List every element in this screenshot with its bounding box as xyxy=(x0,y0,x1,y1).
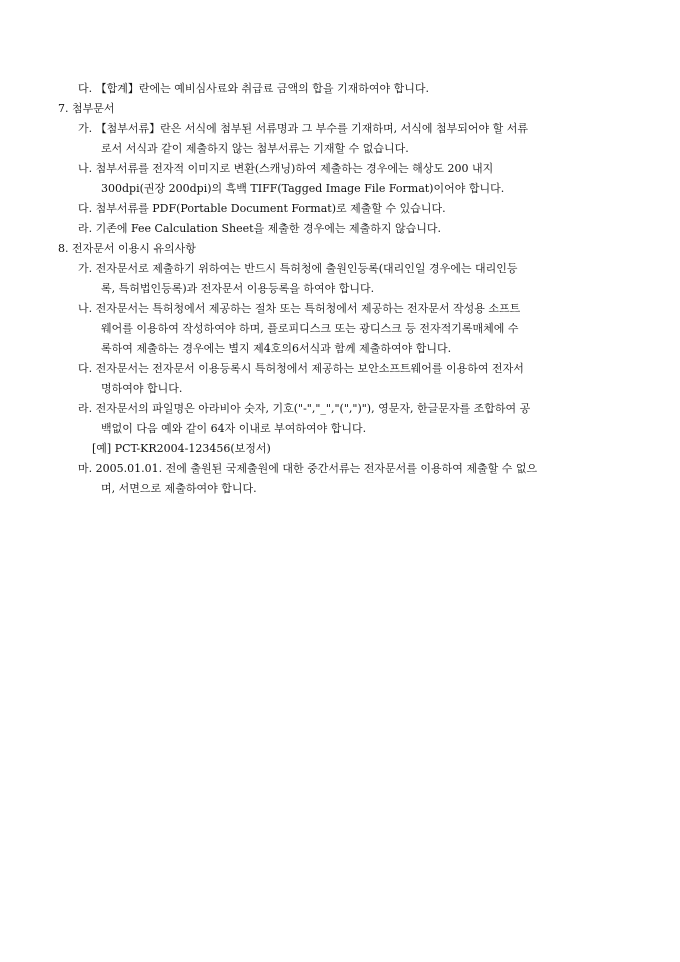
text-line: 웨어를 이용하여 작성하여야 하며, 플로피디스크 또는 광디스크 등 전자적기록매체에 수 xyxy=(101,322,519,335)
example-line: [예] PCT-KR2004-123456(보정서) xyxy=(92,442,271,455)
section-heading: 7. 첨부문서 xyxy=(58,102,115,115)
text-line: 다. 첨부서류를 PDF(Portable Document Format)로 제출할 수 있습니다. xyxy=(78,202,446,215)
text-line: 다. 【합계】란에는 예비심사료와 취급료 금액의 합을 기재하여야 합니다. xyxy=(78,82,429,95)
text-line: 가. 【첨부서류】란은 서식에 첨부된 서류명과 그 부수를 기재하며, 서식에 첨부되어야 할 서류 xyxy=(78,122,528,135)
text-line: 다. 전자문서는 전자문서 이용등록시 특허청에서 제공하는 보안소프트웨어를 이용하여 전자서 xyxy=(78,362,524,375)
text-line: 로서 서식과 같이 제출하지 않는 첨부서류는 기재할 수 없습니다. xyxy=(101,142,409,155)
text-line: 며, 서면으로 제출하여야 합니다. xyxy=(101,482,257,495)
document-body xyxy=(58,79,624,499)
text-line: 백없이 다음 예와 같이 64자 이내로 부여하여야 합니다. xyxy=(101,422,367,435)
text-line: 라. 기존에 Fee Calculation Sheet을 제출한 경우에는 제출하지 않습니다. xyxy=(78,222,442,235)
text-line: 마. 2005.01.01. 전에 출원된 국제출원에 대한 중간서류는 전자문서를 이용하여 제출할 수 없으 xyxy=(78,462,538,475)
section-heading: 8. 전자문서 이용시 유의사항 xyxy=(58,242,196,255)
text-line: 록, 특허법인등록)과 전자문서 이용등록을 하여야 합니다. xyxy=(101,282,375,295)
text-line: 라. 전자문서의 파일명은 아라비아 숫자, 기호("-","_","(",")"), 영문자, 한글문자를 조합하여 공 xyxy=(78,402,531,415)
text-line: 록하여 제출하는 경우에는 별지 제4호의6서식과 함께 제출하여야 합니다. xyxy=(101,342,452,355)
text-line: 나. 첨부서류를 전자적 이미지로 변환(스캐닝)하여 제출하는 경우에는 해상도 200 내지 xyxy=(78,162,494,175)
text-line: 가. 전자문서로 제출하기 위하여는 반드시 특허청에 출원인등록(대리인일 경우에는 대리인등 xyxy=(78,262,518,275)
text-line: 나. 전자문서는 특허청에서 제공하는 절차 또는 특허청에서 제공하는 전자문서 작성용 소프트 xyxy=(78,302,521,315)
text-line: 명하여야 합니다. xyxy=(101,382,183,395)
text-line: 300dpi(권장 200dpi)의 흑백 TIFF(Tagged Image File Format)이어야 합니다. xyxy=(101,182,505,195)
